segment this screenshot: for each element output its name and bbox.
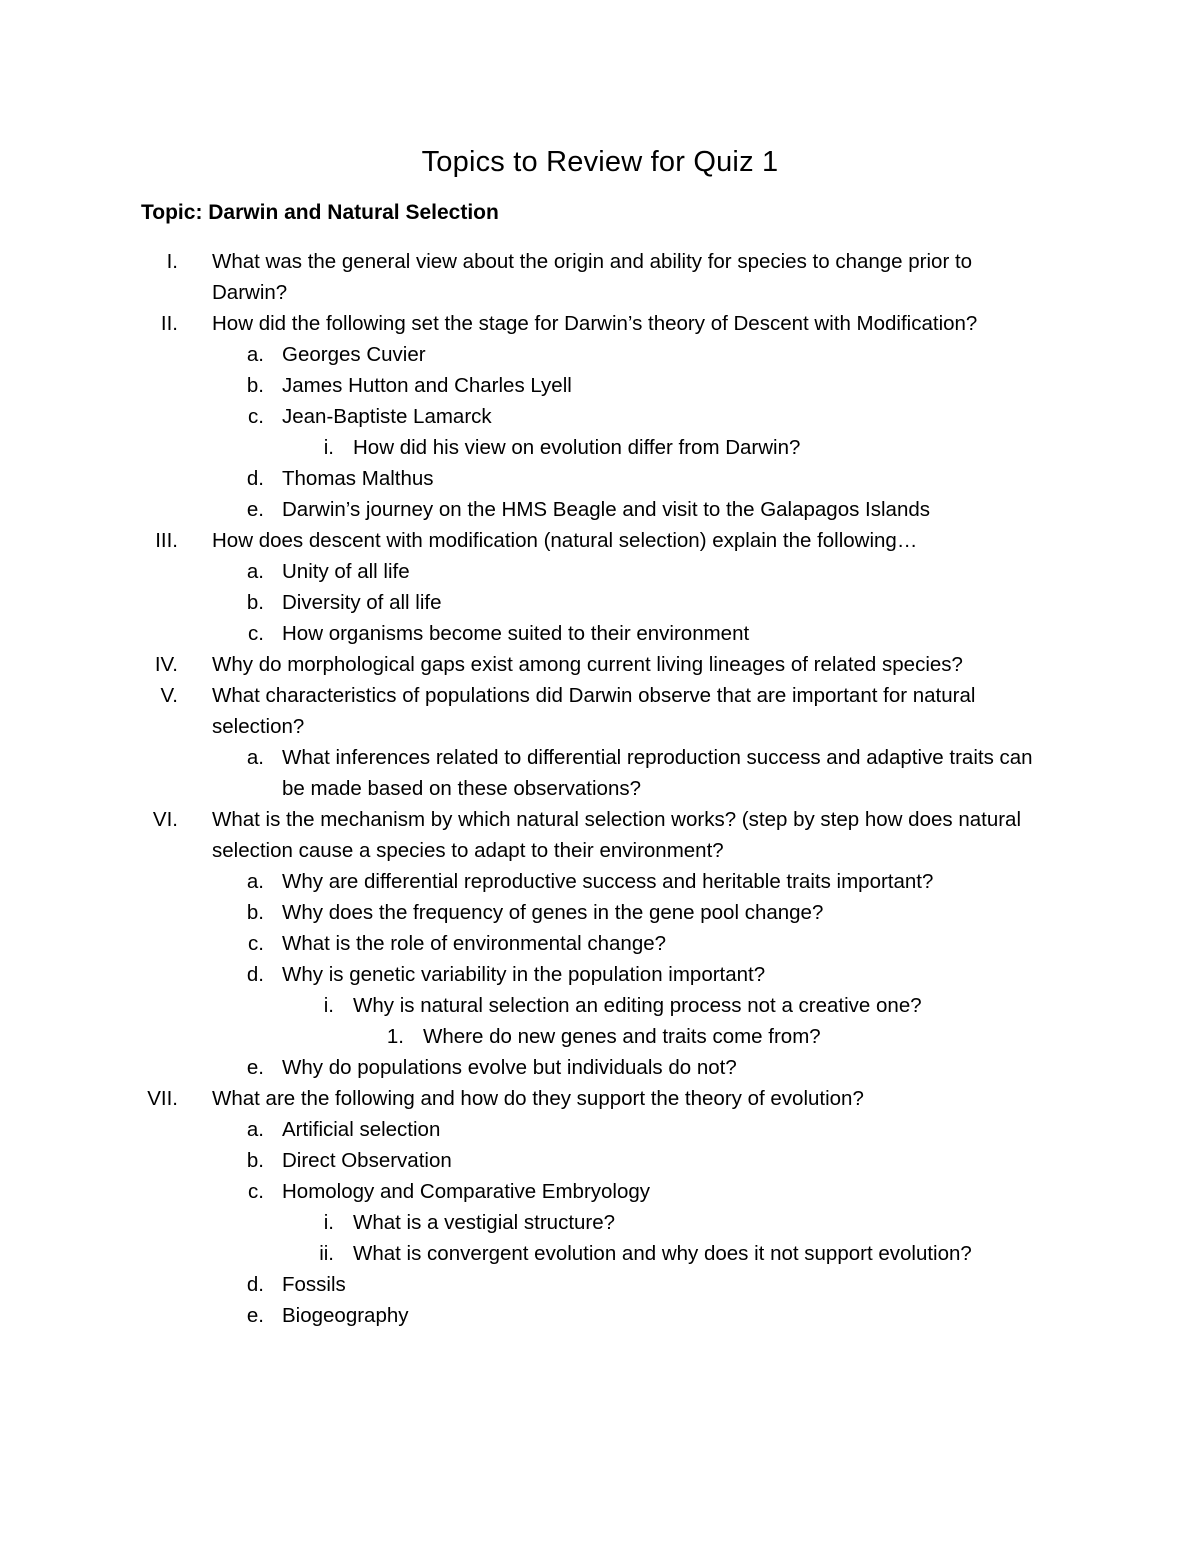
- outline-item-level-2: [0, 897, 1200, 928]
- outline-item-marker: b.: [246, 901, 264, 924]
- outline-item-level-2: [0, 1300, 1200, 1331]
- outline-item-text: How did the following set the stage for Darwin’s theory of Descent with Modification?: [212, 312, 978, 335]
- outline-item-level-3: [0, 1207, 1200, 1238]
- outline-item-level-3: [0, 990, 1200, 1021]
- outline-item-text: Biogeography: [282, 1304, 409, 1327]
- outline-item-text: Unity of all life: [282, 560, 410, 583]
- outline-item-text: Diversity of all life: [282, 591, 442, 614]
- outline-item-level-2: [0, 928, 1200, 959]
- outline-item-text: How did his view on evolution differ from Darwin?: [353, 436, 801, 459]
- outline-item-text: Homology and Comparative Embryology: [282, 1180, 651, 1203]
- outline-item-text: What is the mechanism by which natural selection works? (step by step how does natural selection cause a species to adapt to their environment?: [212, 808, 1021, 862]
- outline-item-text: How organisms become suited to their environment: [282, 622, 750, 645]
- topic-heading: Topic: Darwin and Natural Selection: [141, 201, 499, 224]
- outline-item-text: What inferences related to differential reproduction success and adaptive traits can be made based on these observations?: [282, 746, 1033, 800]
- outline-item-text: Thomas Malthus: [282, 467, 434, 490]
- outline-item-marker: a.: [246, 746, 264, 769]
- outline-item-marker: c.: [248, 405, 264, 428]
- outline-item-level-1: [0, 246, 1200, 308]
- review-outline: [0, 246, 1200, 1331]
- outline-item-marker: 1.: [386, 1025, 404, 1048]
- outline-item-text: Why is genetic variability in the population important?: [282, 963, 766, 986]
- document-title: Topics to Review for Quiz 1: [421, 146, 779, 178]
- outline-item-level-1: [0, 1083, 1200, 1114]
- outline-item-marker: c.: [248, 1180, 264, 1203]
- outline-item-level-2: [0, 401, 1200, 432]
- outline-item-level-1: [0, 680, 1200, 742]
- outline-item-text: What are the following and how do they support the theory of evolution?: [212, 1087, 864, 1110]
- outline-item-text: What characteristics of populations did Darwin observe that are important for natural selection?: [212, 684, 976, 738]
- outline-item-marker: b.: [246, 374, 264, 397]
- outline-item-level-2: [0, 959, 1200, 990]
- outline-item-marker: I.: [166, 250, 178, 273]
- outline-item-marker: i.: [323, 1211, 334, 1234]
- outline-item-level-2: [0, 1145, 1200, 1176]
- outline-item-level-4: [0, 1021, 1200, 1052]
- outline-item-text: Artificial selection: [282, 1118, 441, 1141]
- outline-item-level-1: [0, 525, 1200, 556]
- outline-item-marker: a.: [246, 560, 264, 583]
- outline-item-text: Why are differential reproductive success and heritable traits important?: [282, 870, 934, 893]
- outline-item-level-2: [0, 339, 1200, 370]
- outline-item-text: How does descent with modification (natural selection) explain the following…: [212, 529, 918, 552]
- outline-item-level-2: [0, 1052, 1200, 1083]
- outline-item-text: Direct Observation: [282, 1149, 452, 1172]
- outline-item-level-2: [0, 587, 1200, 618]
- outline-item-text: Fossils: [282, 1273, 346, 1296]
- outline-item-level-2: [0, 556, 1200, 587]
- outline-item-marker: V.: [160, 684, 178, 707]
- outline-item-level-2: [0, 1176, 1200, 1207]
- outline-item-marker: i.: [323, 436, 334, 459]
- outline-item-marker: b.: [246, 1149, 264, 1172]
- outline-item-marker: e.: [246, 1056, 264, 1079]
- outline-item-text: Darwin’s journey on the HMS Beagle and visit to the Galapagos Islands: [282, 498, 931, 521]
- outline-item-level-3: [0, 432, 1200, 463]
- outline-item-level-3: [0, 1238, 1200, 1269]
- outline-item-level-2: [0, 1269, 1200, 1300]
- outline-item-level-2: [0, 370, 1200, 401]
- outline-item-marker: II.: [160, 312, 178, 335]
- outline-item-marker: b.: [246, 591, 264, 614]
- outline-item-text: James Hutton and Charles Lyell: [282, 374, 572, 397]
- outline-item-level-2: [0, 494, 1200, 525]
- outline-item-marker: VII.: [147, 1087, 178, 1110]
- outline-item-marker: a.: [246, 1118, 264, 1141]
- outline-item-level-1: [0, 649, 1200, 680]
- outline-item-marker: a.: [246, 870, 264, 893]
- outline-item-text: Why is natural selection an editing process not a creative one?: [353, 994, 922, 1017]
- outline-item-level-2: [0, 463, 1200, 494]
- outline-item-marker: a.: [246, 343, 264, 366]
- outline-item-marker: e.: [246, 498, 264, 521]
- outline-item-level-2: [0, 742, 1200, 804]
- outline-item-text: Why does the frequency of genes in the gene pool change?: [282, 901, 824, 924]
- outline-item-marker: d.: [246, 467, 264, 490]
- outline-item-level-2: [0, 1114, 1200, 1145]
- outline-item-text: Why do populations evolve but individuals do not?: [282, 1056, 737, 1079]
- outline-item-marker: c.: [248, 932, 264, 955]
- outline-item-text: What is convergent evolution and why does it not support evolution?: [353, 1242, 972, 1265]
- outline-item-level-2: [0, 866, 1200, 897]
- outline-item-marker: III.: [155, 529, 178, 552]
- outline-item-level-2: [0, 618, 1200, 649]
- outline-item-text: What is the role of environmental change?: [282, 932, 667, 955]
- outline-item-text: Georges Cuvier: [282, 343, 426, 366]
- outline-item-text: What is a vestigial structure?: [353, 1211, 616, 1234]
- outline-item-level-1: [0, 804, 1200, 866]
- outline-item-marker: ii.: [319, 1242, 334, 1265]
- outline-item-marker: d.: [246, 1273, 264, 1296]
- outline-item-marker: VI.: [152, 808, 178, 831]
- outline-item-marker: e.: [246, 1304, 264, 1327]
- outline-item-text: Jean-Baptiste Lamarck: [282, 405, 492, 428]
- outline-item-marker: i.: [323, 994, 334, 1017]
- outline-item-marker: d.: [246, 963, 264, 986]
- outline-item-text: Why do morphological gaps exist among current living lineages of related species?: [212, 653, 963, 676]
- outline-item-text: Where do new genes and traits come from?: [423, 1025, 821, 1048]
- outline-item-marker: c.: [248, 622, 264, 645]
- outline-item-marker: IV.: [154, 653, 178, 676]
- outline-item-level-1: [0, 308, 1200, 339]
- outline-item-text: What was the general view about the origin and ability for species to change prior to Darwin?: [212, 250, 973, 304]
